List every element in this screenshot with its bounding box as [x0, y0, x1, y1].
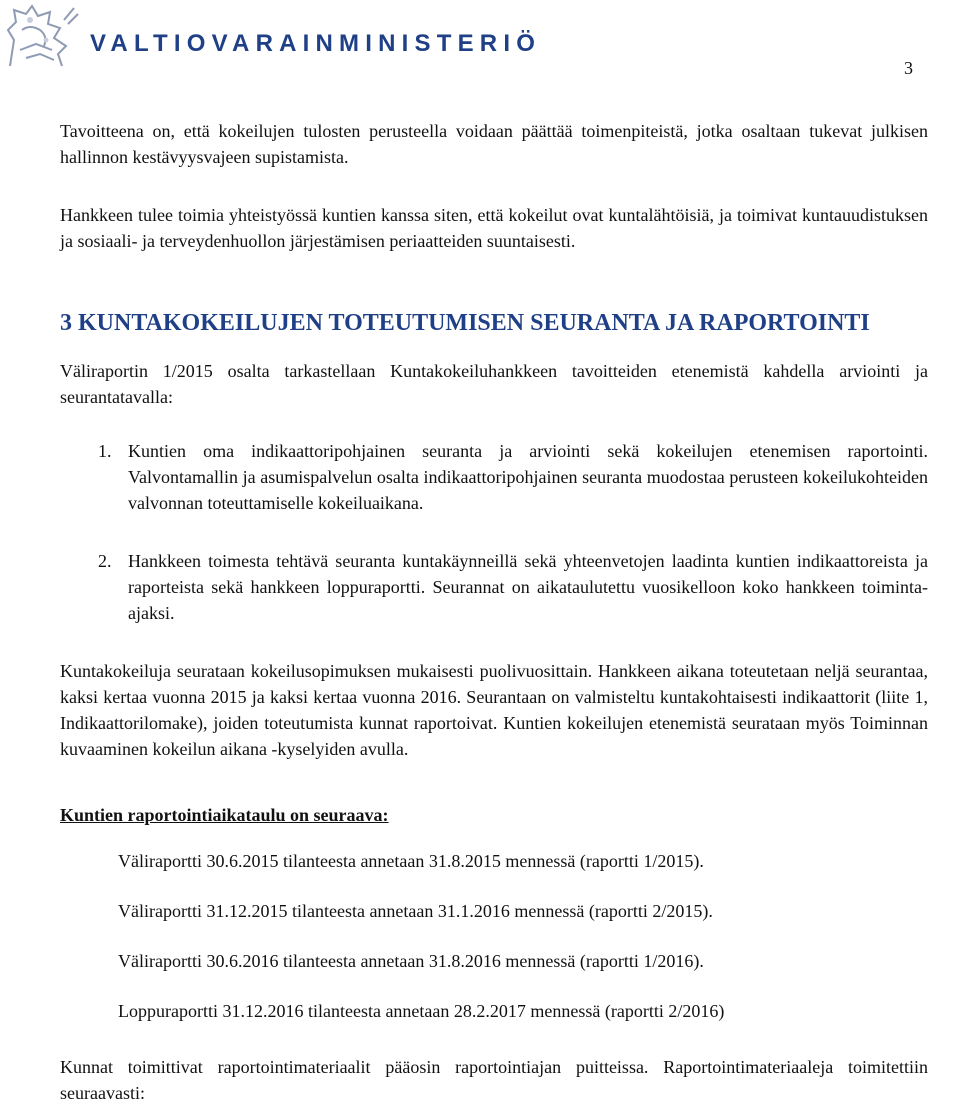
schedule-item: Loppuraportti 31.12.2016 tilanteesta annetaan 28.2.2017 mennessä (raportti 2/2016) [118, 1001, 725, 1021]
section-heading: 3 KUNTAKOKEILUJEN TOTEUTUMISEN SEURANTA JA RAPORTOINTI [60, 310, 870, 336]
paragraph-cooperation: Hankkeen tulee toimia yhteistyössä kuntien kanssa siten, että kokeilut ovat kuntalähtöisiä, ja toimivat kuntauudistuksen ja sosiaali- ja terveydenhuollon järjestämisen periaatteiden suuntaisesti. [60, 205, 928, 251]
list-item [60, 438, 928, 516]
schedule-item: Väliraportti 31.12.2015 tilanteesta annetaan 31.1.2016 mennessä (raportti 2/2015). [118, 901, 713, 921]
list-item [60, 548, 928, 626]
schedule-item: Väliraportti 30.6.2016 tilanteesta annetaan 31.8.2016 mennessä (raportti 1/2016). [118, 951, 704, 971]
list-item-text: Hankkeen toimesta tehtävä seuranta kuntakäynneillä sekä yhteenvetojen laadinta kuntien indikaattoreista ja raporteista sekä hankkeen loppuraportti. Seurannat on aikataulutettu vuosikelloon koko hankkeen toiminta-ajaksi. [128, 551, 928, 623]
schedule-heading: Kuntien raportointiaikataulu on seuraava: [60, 805, 389, 825]
list-number: 2. [98, 551, 112, 571]
paragraph-intro: Väliraportin 1/2015 osalta tarkastellaan Kuntakokeiluhankkeen tavoitteiden etenemistä kahdella arviointi ja seurantatavalla: [60, 361, 928, 407]
list-item-text: Kuntien oma indikaattoripohjainen seuranta ja arviointi sekä kokeilujen etenemisen raportointi. Valvontamallin ja asumispalvelun osalta indikaattoripohjainen seuranta muodostaa perusteen kokeilukohteiden valvonnan toteuttamiselle kokeiluaikana. [128, 441, 928, 513]
lion-crest-icon [0, 0, 82, 72]
schedule-item: Väliraportti 30.6.2015 tilanteesta annetaan 31.8.2015 mennessä (raportti 1/2015). [118, 851, 704, 871]
paragraph-closing: Kunnat toimittivat raportointimateriaalit pääosin raportointiajan puitteissa. Raportointimateriaaleja toimitettiin seuraavasti: [60, 1057, 928, 1103]
paragraph-monitoring: Kuntakokeiluja seurataan kokeilusopimuksen mukaisesti puolivuosittain. Hankkeen aikana toteutetaan neljä seurantaa, kaksi kertaa vuonna 2015 ja kaksi kertaa vuonna 2016. Seurantaan on valmisteltu kuntakohtaisesti indikaattorit (liite 1, Indikaattorilomake), joiden toteutumista kunnat raportoivat. Kuntien kokeilujen etenemistä seurataan myös Toiminnan kuvaaminen kokeilun aikana -kyselyiden avulla. [60, 661, 928, 759]
ministry-name: VALTIOVARAINMINISTERIÖ [90, 30, 542, 57]
list-number: 1. [98, 441, 112, 461]
numbered-list [60, 438, 928, 626]
document-body [60, 118, 928, 1106]
page-number: 3 [904, 58, 913, 78]
page-header [0, 0, 960, 80]
report-schedule [60, 848, 928, 1024]
paragraph-objective: Tavoitteena on, että kokeilujen tulosten perusteella voidaan päättää toimenpiteistä, jotka osaltaan tukevat julkisen hallinnon kestävyysvajeen supistamista. [60, 121, 928, 167]
